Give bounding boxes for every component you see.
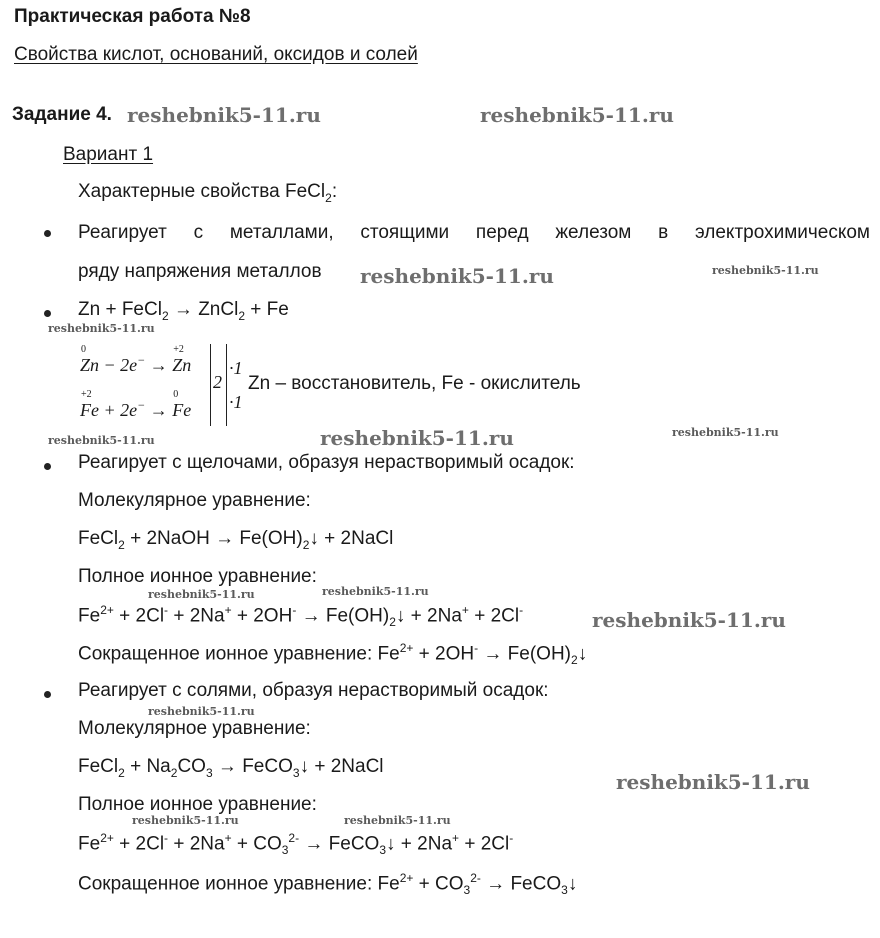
page-title: Практическая работа №8 [14,6,251,27]
balance-row-2: Fe +2 + 2e− → Fe 0 [80,389,192,420]
watermark: reshebnik5-11.ru [672,426,779,439]
bullet [44,691,51,698]
watermark: reshebnik5-11.ru [616,770,810,794]
section3-text: Реагирует с солями, образуя нерастворимый осадок: [78,680,549,701]
watermark: reshebnik5-11.ru [480,103,674,127]
section2-mol-label: Молекулярное уравнение: [78,490,311,511]
section3-mol-label: Молекулярное уравнение: [78,718,311,739]
task-label: Задание 4. [12,104,112,125]
bullet [44,230,51,237]
section1-text-line1: Реагирует с металлами, стоящими перед железом в электрохимическом [78,222,870,243]
section1-equation: Zn + FeCl$_2$ → ZnCl$_2$ + Fe [78,299,289,323]
section3-full-eq: $Fe^{2+} + 2Cl^- + 2Na^+ + CO_3^{2-}$ → FeCO$_3$↓ + 2Na+ + 2Cl- [78,831,514,858]
watermark: reshebnik5-11.ru [592,608,786,632]
watermark: reshebnik5-11.ru [320,426,514,450]
section2-full-label: Полное ионное уравнение: [78,566,317,587]
section3-full-label: Полное ионное уравнение: [78,794,317,815]
bullet [44,463,51,470]
watermark: reshebnik5-11.ru [360,264,554,288]
section1-text-line2: ряду напряжения металлов [78,261,322,282]
balance-coef-2: ·1 [229,392,243,412]
balance-electrons: 2 [213,372,222,392]
balance-row-1: Zn 0 − 2e− → Zn +2 [80,344,192,375]
section3-short-eq: Сокращенное ионное уравнение: $Fe^{2+} + CO_3^{2-}$ → FeCO$_3$↓ [78,871,578,898]
section3-mol-eq: FeCl$_2$ + $Na_2CO_3$ → FeCO$_3$↓ + 2NaCl [78,756,384,780]
balance-divider [226,344,227,426]
intro-text: Характерные свойства FeCl$_2$: [78,181,338,205]
watermark: reshebnik5-11.ru [127,103,321,127]
balance-note: Zn – восстановитель, Fe - окислитель [248,373,581,394]
watermark: reshebnik5-11.ru [344,814,451,827]
variant-label: Вариант 1 [63,144,154,165]
section2-mol-eq: FeCl$_2$ + 2NaOH → $Fe(OH)_2↓$ + 2NaCl [78,528,394,552]
watermark: reshebnik5-11.ru [148,705,255,718]
page-subtitle: Свойства кислот, оснований, оксидов и солей [14,44,418,65]
watermark: reshebnik5-11.ru [322,585,429,598]
bullet [44,310,51,317]
section2-text: Реагирует с щелочами, образуя нерастворимый осадок: [78,452,575,473]
balance-divider [210,344,211,426]
watermark: reshebnik5-11.ru [132,814,239,827]
section2-short-eq: Сокращенное ионное уравнение: $Fe^{2+} + 2OH^-$ → $Fe(OH)_2↓$ [78,641,588,668]
balance-coef-1: ·1 [229,358,243,378]
watermark: reshebnik5-11.ru [148,588,255,601]
watermark: reshebnik5-11.ru [48,322,155,335]
section2-full-eq: $Fe^{2+} + 2Cl^- + 2Na^+ + 2OH^-$ → $Fe(OH)_2↓ + 2Na^+ + 2Cl^-$ [78,603,524,630]
watermark: reshebnik5-11.ru [712,264,819,277]
watermark: reshebnik5-11.ru [48,434,155,447]
